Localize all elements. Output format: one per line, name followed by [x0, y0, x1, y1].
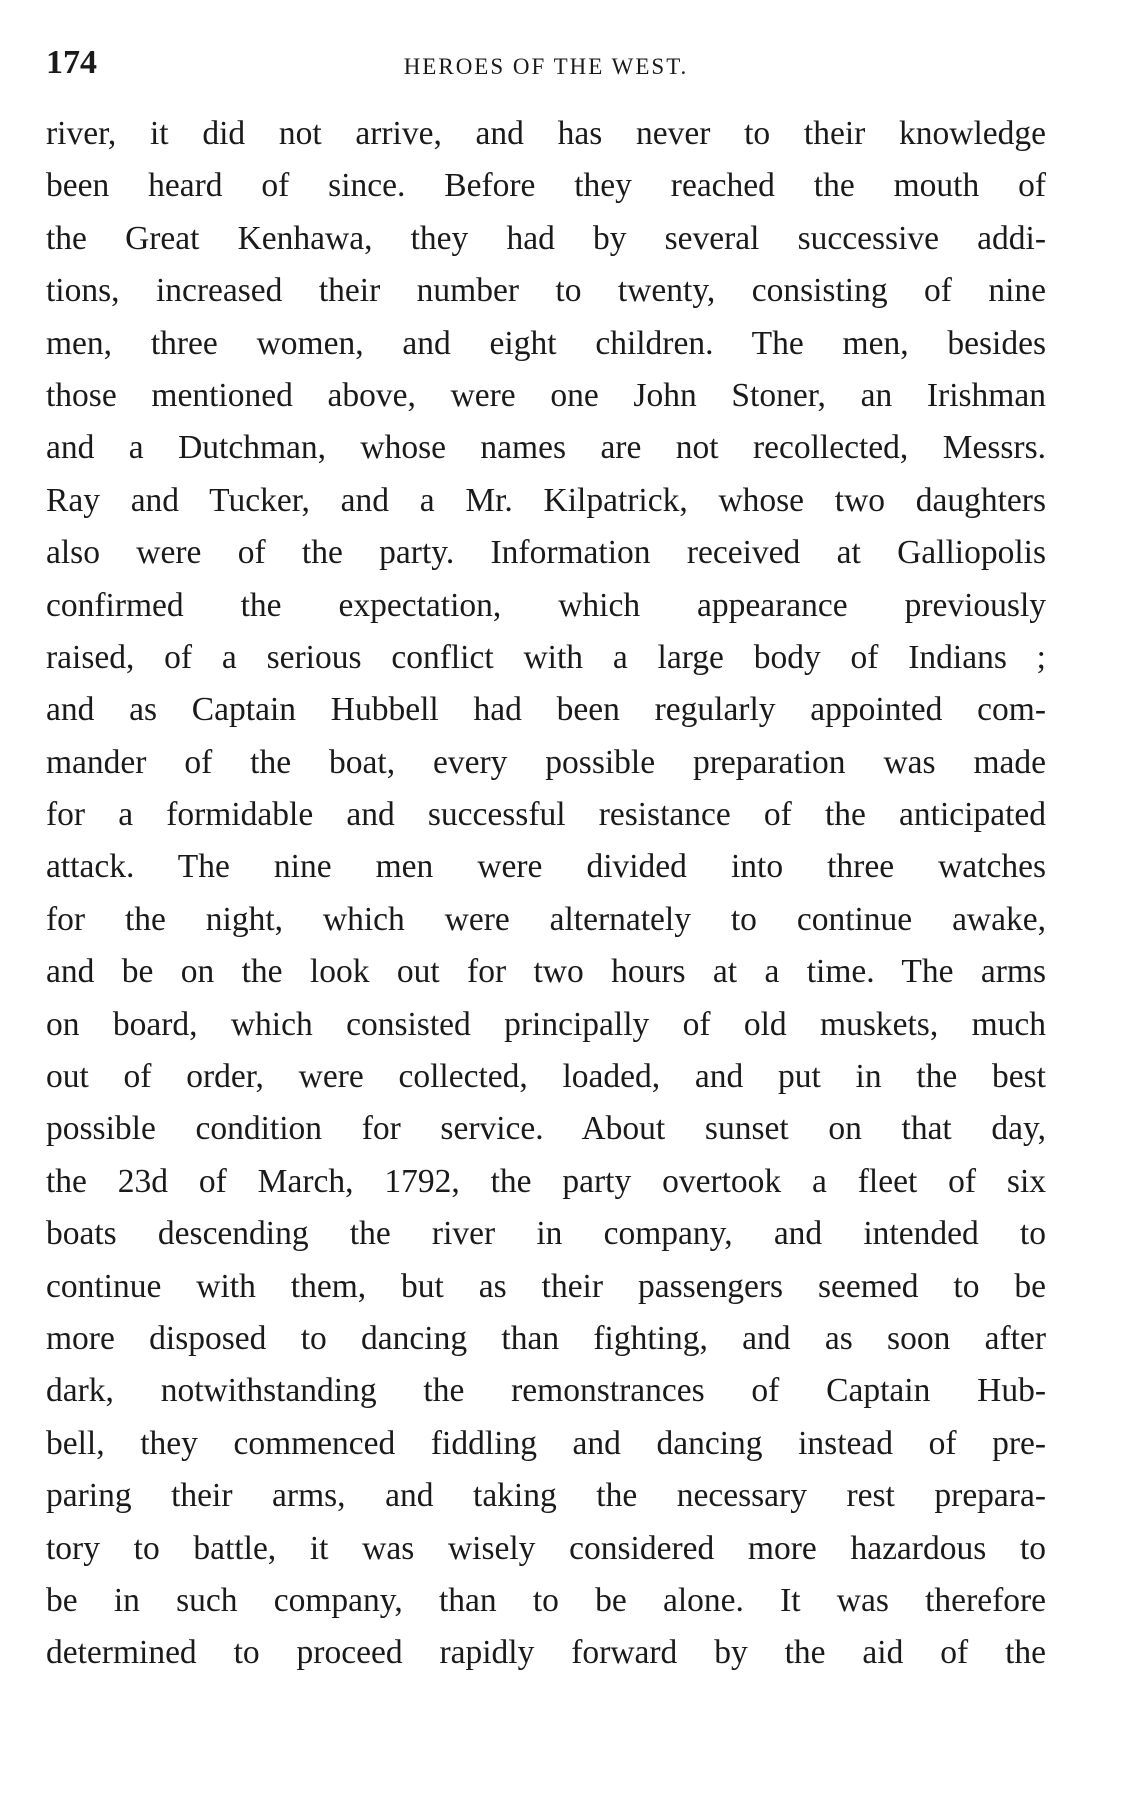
page-number: 174: [46, 44, 97, 81]
text-line: and be on the look out for two hours at a time. The arms: [46, 953, 1046, 991]
text-line: out of order, were collected, loaded, and put in the best: [46, 1058, 1046, 1096]
text-line: paring their arms, and taking the necessary rest prepara-: [46, 1477, 1046, 1515]
text-line: determined to proceed rapidly forward by the aid of the: [46, 1634, 1046, 1672]
text-line: mander of the boat, every possible preparation was made: [46, 743, 1046, 781]
text-line: and as Captain Hubbell had been regularly appointed com-: [46, 691, 1046, 729]
text-line: possible condition for service. About sunset on that day,: [46, 1110, 1046, 1148]
text-line: been heard of since. Before they reached the mouth of: [46, 167, 1046, 205]
running-title: HEROES OF THE WEST.: [403, 54, 689, 79]
text-line: those mentioned above, were one John Stoner, an Irishman: [46, 376, 1046, 414]
text-line: for the night, which were alternately to continue awake,: [46, 900, 1046, 938]
text-line: also were of the party. Information received at Galliopolis: [46, 534, 1046, 572]
text-line: for a formidable and successful resistance of the anticipated: [46, 796, 1046, 834]
text-line: bell, they commenced fiddling and dancing instead of pre-: [46, 1424, 1046, 1462]
running-head: [46, 44, 1046, 84]
text-line: more disposed to dancing than fighting, and as soon after: [46, 1319, 1046, 1357]
text-line: continue with them, but as their passengers seemed to be: [46, 1267, 1046, 1305]
text-line: men, three women, and eight children. The men, besides: [46, 324, 1046, 362]
text-line: be in such company, than to be alone. It was therefore: [46, 1581, 1046, 1619]
text-line: the Great Kenhawa, they had by several successive addi-: [46, 219, 1046, 257]
text-line: dark, notwithstanding the remonstrances of Captain Hub-: [46, 1372, 1046, 1410]
text-line: raised, of a serious conflict with a large body of Indians ;: [46, 638, 1046, 676]
text-line: the 23d of March, 1792, the party overtook a fleet of six: [46, 1162, 1046, 1200]
text-line: tory to battle, it was wisely considered more hazardous to: [46, 1529, 1046, 1567]
text-line: and a Dutchman, whose names are not recollected, Messrs.: [46, 429, 1046, 467]
text-line: tions, increased their number to twenty, consisting of nine: [46, 272, 1046, 310]
text-line: confirmed the expectation, which appearance previously: [46, 586, 1046, 624]
body-text: [46, 108, 1046, 1680]
text-line: attack. The nine men were divided into three watches: [46, 848, 1046, 886]
text-line: Ray and Tucker, and a Mr. Kilpatrick, whose two daughters: [46, 481, 1046, 519]
text-line: river, it did not arrive, and has never to their knowledge: [46, 115, 1046, 152]
text-line: boats descending the river in company, and intended to: [46, 1215, 1046, 1253]
text-line: on board, which consisted principally of old muskets, much: [46, 1005, 1046, 1043]
